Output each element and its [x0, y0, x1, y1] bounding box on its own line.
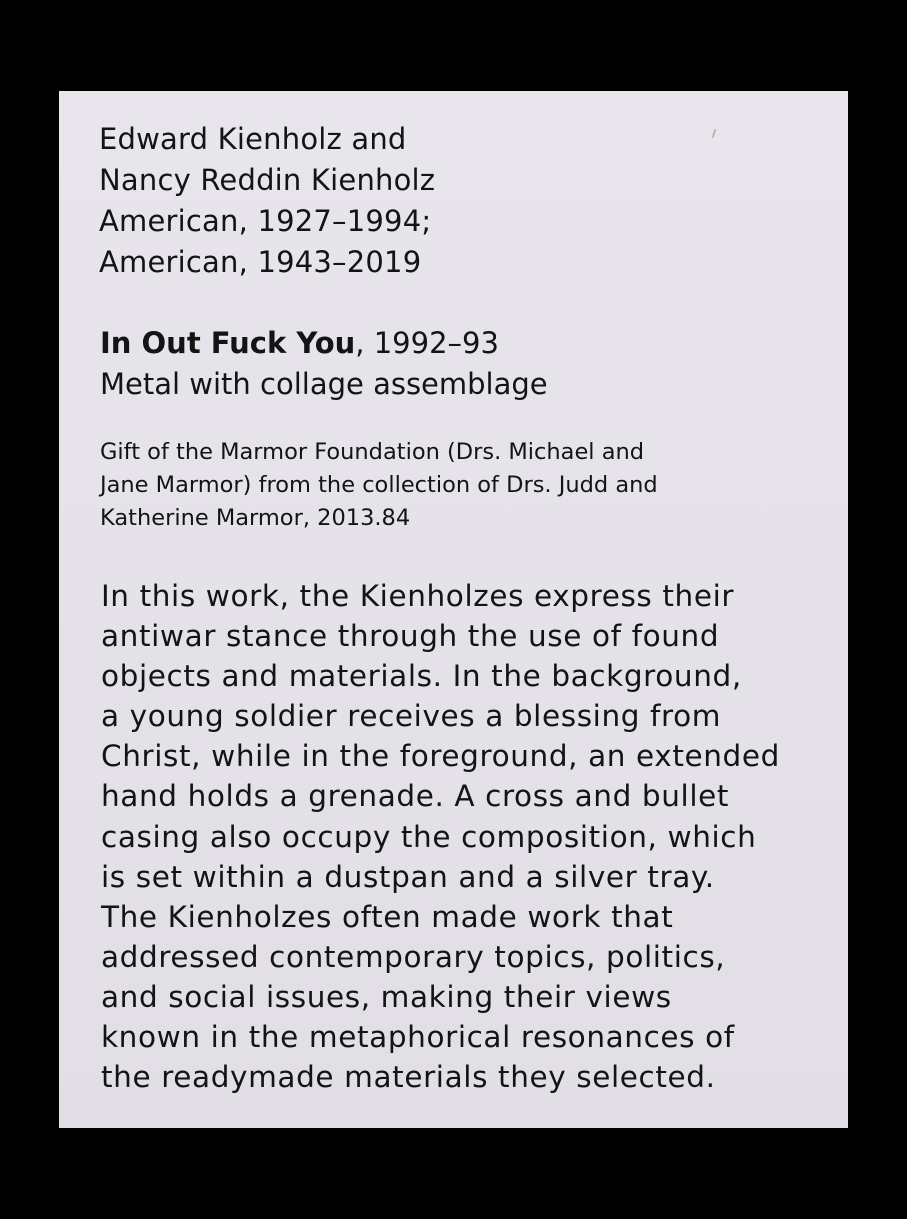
description-line: the readymade materials they selected.: [101, 1060, 716, 1095]
museum-wall-label: [59, 91, 848, 1128]
artist-line: American, 1943–2019: [99, 245, 422, 279]
artist-info: [99, 119, 435, 283]
artwork-info: [100, 323, 548, 405]
artwork-title: In Out Fuck You: [100, 326, 356, 360]
description-line: casing also occupy the composition, which: [101, 819, 757, 854]
artwork-title-line: [100, 323, 548, 364]
description-line: a young soldier receives a blessing from: [101, 699, 722, 734]
description-line: Christ, while in the foreground, an extended: [101, 739, 780, 774]
description-line: objects and materials. In the background,: [101, 659, 742, 694]
artist-line: Edward Kienholz and: [99, 122, 407, 156]
artwork-medium: Metal with collage assemblage: [100, 367, 548, 401]
surface-speck: [712, 129, 717, 138]
artist-line: American, 1927–1994;: [99, 204, 432, 238]
description-line: addressed contemporary topics, politics,: [101, 939, 726, 974]
credit-text-line: Gift of the Marmor Foundation (Drs. Michael and: [100, 439, 645, 465]
description-line: and social issues, making their views: [101, 979, 672, 1014]
description-line: The Kienholzes often made work that: [101, 899, 674, 934]
artwork-date: , 1992–93: [355, 326, 499, 360]
credit-text-line: Katherine Marmor, 2013.84: [100, 505, 411, 531]
description: [101, 576, 780, 1097]
description-line: known in the metaphorical resonances of: [101, 1020, 735, 1055]
description-line: antiwar stance through the use of found: [101, 619, 720, 654]
credit-text-line: Jane Marmor) from the collection of Drs. Judd and: [100, 472, 658, 498]
description-line: In this work, the Kienholzes express their: [101, 579, 735, 613]
description-line: hand holds a grenade. A cross and bullet: [101, 779, 730, 814]
artist-line: Nancy Reddin Kienholz: [99, 163, 436, 197]
credit-line: [100, 436, 658, 535]
description-line: is set within a dustpan and a silver tray.: [101, 859, 715, 894]
